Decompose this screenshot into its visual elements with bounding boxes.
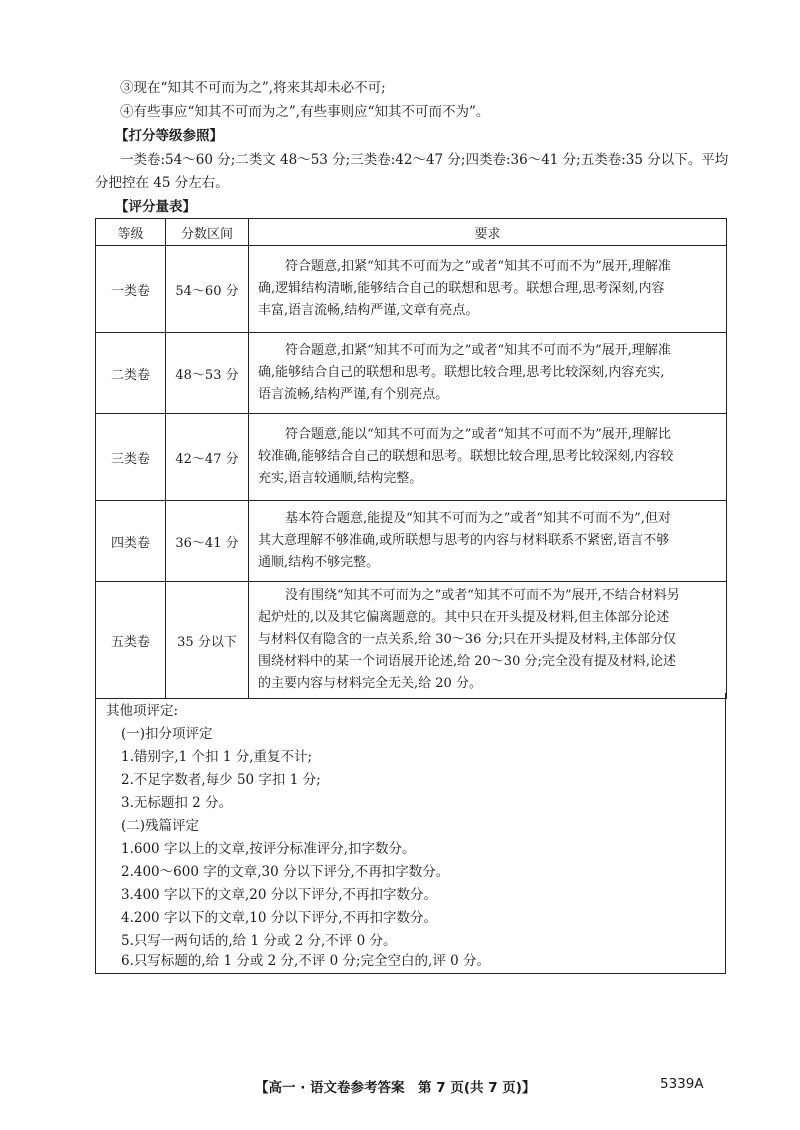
row-level: 一类卷 bbox=[96, 246, 166, 333]
other-evaluation-title: 其他项评定: bbox=[106, 703, 179, 719]
row-score-range: 35 分以下 bbox=[166, 582, 249, 699]
footer-code: 5339A bbox=[660, 1076, 704, 1092]
requirement-line: 确,能够结合自己的联想和思考。联想比较合理,思考比较深刻,内容充实, bbox=[258, 365, 665, 380]
row-level: 四类卷 bbox=[96, 501, 166, 582]
row-requirement bbox=[249, 333, 727, 414]
incomplete-item: 2.400～600 字的文章,30 分以下评分,不再扣字数分。 bbox=[121, 864, 450, 880]
row-score-range: 42～47 分 bbox=[166, 414, 249, 501]
row-score-range: 36～41 分 bbox=[166, 501, 249, 582]
row-score-range: 54～60 分 bbox=[166, 246, 249, 333]
incomplete-item: 6.只写标题的,给 1 分或 2 分,不评 0 分;完全空白的,评 0 分。 bbox=[121, 953, 490, 969]
deduction-item: 2.不足字数者,每少 50 字扣 1 分; bbox=[121, 772, 321, 788]
deduction-item: 3.无标题扣 2 分。 bbox=[121, 795, 233, 811]
incomplete-subheading: (二)残篇评定 bbox=[121, 818, 200, 834]
requirement-line: 其大意理解不够准确,或所联想与思考的内容与材料联系不紧密,语言不够 bbox=[258, 533, 670, 548]
score-reference-line-1: 一类卷:54～60 分;二类文 48～53 分;三类卷:42～47 分;四类卷:36～41 分;五类卷:35 分以下。平均 bbox=[120, 152, 729, 168]
deduction-item: 1.错别字,1 个扣 1 分,重复不计; bbox=[121, 749, 313, 765]
requirement-line: 没有围绕“知其不可而为之”或者“知其不可而不为”展开,不结合材料另 bbox=[285, 588, 680, 603]
requirement-line: 确,逻辑结构清晰,能够结合自己的联想和思考。联想合理,思考深刻,内容 bbox=[258, 281, 665, 296]
requirement-line: 丰富,语言流畅,结构严谨,文章有亮点。 bbox=[258, 303, 479, 318]
requirement-line: 通顺,结构不够完整。 bbox=[258, 555, 380, 570]
requirement-line: 充实,语言较通顺,结构完整。 bbox=[258, 471, 423, 486]
incomplete-item: 5.只写一两句话的,给 1 分或 2 分,不评 0 分。 bbox=[121, 933, 397, 949]
requirement-line: 与材料仅有隐含的一点关系,给 30～36 分;只在开头提及材料,主体部分仅 bbox=[258, 632, 676, 647]
incomplete-item: 1.600 字以上的文章,按评分标准评分,扣字数分。 bbox=[121, 841, 416, 857]
row-requirement bbox=[249, 246, 727, 333]
header-level: 等级 bbox=[96, 219, 166, 246]
requirement-line: 的主要内容与材料完全无关,给 20 分。 bbox=[258, 676, 482, 691]
row-requirement bbox=[249, 414, 727, 501]
rubric-header-row bbox=[96, 219, 727, 246]
header-requirement: 要求 bbox=[249, 219, 727, 246]
other-evaluation-box bbox=[95, 693, 726, 974]
requirement-line: 起炉灶的,以及其它偏离题意的。其中只在开头提及材料,但主体部分论述 bbox=[258, 610, 670, 625]
rubric-table bbox=[95, 218, 727, 699]
requirement-line: 较准确,能够结合自己的联想和思考。联想比较合理,思考比较深刻,内容较 bbox=[258, 449, 674, 464]
section-heading-rubric: 【评分量表】 bbox=[115, 199, 196, 215]
row-level: 二类卷 bbox=[96, 333, 166, 414]
header-score-range: 分数区间 bbox=[166, 219, 249, 246]
requirement-line: 符合题意,能以“知其不可而为之”或者“知其不可而不为”展开,理解比 bbox=[285, 427, 671, 442]
intro-line-3: ③现在“知其不可而为之”,将来其却未必不可; bbox=[120, 80, 386, 96]
section-heading-score-reference: 【打分等级参照】 bbox=[115, 128, 223, 144]
row-requirement bbox=[249, 582, 727, 699]
incomplete-item: 3.400 字以下的文章,20 分以下评分,不再扣字数分。 bbox=[121, 887, 437, 903]
requirement-line: 符合题意,扣紧“知其不可而为之”或者“知其不可而不为”展开,理解准 bbox=[285, 343, 671, 358]
table-row bbox=[96, 501, 727, 582]
requirement-line: 围绕材料中的某一个词语展开论述,给 20～30 分;完全没有提及材料,论述 bbox=[258, 654, 676, 669]
incomplete-item: 4.200 字以下的文章,10 分以下评分,不再扣字数分。 bbox=[121, 910, 437, 926]
score-reference-line-2: 分把控在 45 分左右。 bbox=[95, 175, 229, 191]
requirement-line: 基本符合题意,能提及“知其不可而为之”或者“知其不可而不为”,但对 bbox=[285, 511, 671, 526]
table-row bbox=[96, 582, 727, 699]
row-level: 三类卷 bbox=[96, 414, 166, 501]
table-row bbox=[96, 414, 727, 501]
requirement-line: 符合题意,扣紧“知其不可而为之”或者“知其不可而不为”展开,理解准 bbox=[285, 259, 671, 274]
row-requirement bbox=[249, 501, 727, 582]
deduction-subheading: (一)扣分项评定 bbox=[121, 726, 213, 742]
table-row bbox=[96, 333, 727, 414]
row-level: 五类卷 bbox=[96, 582, 166, 699]
footer-page-info: 【高一 · 语文卷参考答案 第 7 页(共 7 页)】 bbox=[255, 1080, 536, 1096]
requirement-line: 语言流畅,结构严谨,有个别亮点。 bbox=[258, 387, 449, 402]
intro-line-4: ④有些事应“知其不可而为之”,有些事则应“知其不可而不为”。 bbox=[120, 104, 490, 120]
table-row bbox=[96, 246, 727, 333]
row-score-range: 48～53 分 bbox=[166, 333, 249, 414]
